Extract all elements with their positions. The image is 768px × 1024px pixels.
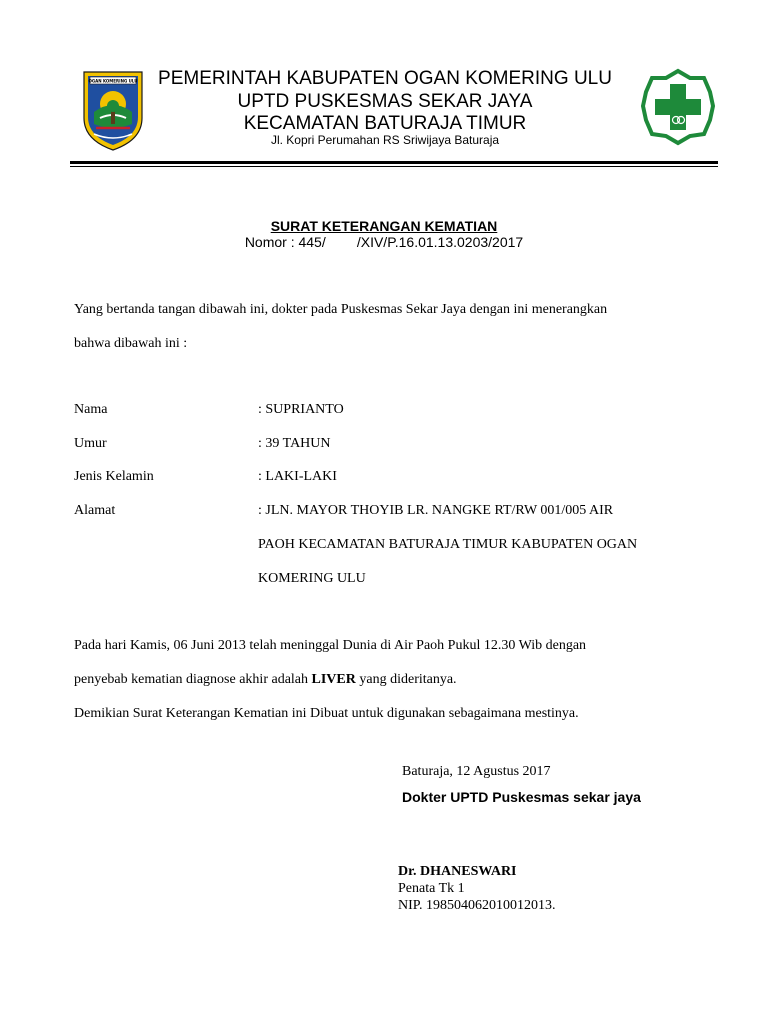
statement-line-2	[74, 672, 457, 688]
field-value-alamat-line-2: PAOH KECAMATAN BATURAJA TIMUR KABUPATEN OGAN	[258, 537, 638, 552]
field-value-jenis-kelamin: : LAKI-LAKI	[258, 469, 337, 484]
letterhead-district: KECAMATAN BATURAJA TIMUR	[243, 113, 527, 134]
statement-text-end: yang dideritanya.	[355, 672, 457, 687]
field-value-alamat-line-3: KOMERING ULU	[258, 571, 366, 586]
letterhead-address: Jl. Kopri Perumahan RS Sriwijaya Baturaja	[270, 133, 500, 147]
statement-text: penyebab kematian diagnose akhir adalah	[74, 672, 312, 687]
signature-place-date: Baturaja, 12 Agustus 2017	[402, 764, 551, 779]
diagnosis-bold: LIVER	[311, 672, 356, 687]
letterhead-institution: UPTD PUSKESMAS SEKAR JAYA	[237, 91, 533, 112]
intro-line-1: Yang bertanda tangan dibawah ini, dokter pada Puskesmas Sekar Jaya dengan ini menerangkan	[74, 302, 608, 317]
document-number: Nomor : 445/ /XIV/P.16.01.13.0203/2017	[244, 234, 524, 250]
field-value-umur: : 39 TAHUN	[258, 436, 331, 451]
puskesmas-cross-logo	[640, 68, 716, 146]
field-label-jenis-kelamin: Jenis Kelamin	[74, 469, 154, 484]
signatory-name: Dr. DHANESWARI	[398, 864, 517, 879]
intro-line-2: bahwa dibawah ini :	[74, 336, 188, 351]
signature-position: Dokter UPTD Puskesmas sekar jaya	[402, 789, 641, 805]
statement-line-3: Demikian Surat Keterangan Kematian ini Dibuat untuk digunakan sebagaimana mestinya.	[74, 706, 579, 721]
field-label-umur: Umur	[74, 436, 107, 451]
field-value-alamat-line-1: : JLN. MAYOR THOYIB LR. NANGKE RT/RW 001/005 AIR	[258, 503, 614, 518]
letterhead-government: PEMERINTAH KABUPATEN OGAN KOMERING ULU	[158, 68, 612, 89]
document-title-text: SURAT KETERANGAN KEMATIAN	[270, 218, 498, 234]
emblem-banner-text: OGAN KOMERING ULU	[88, 78, 138, 84]
field-label-nama: Nama	[74, 402, 108, 417]
field-value-nama: : SUPRIANTO	[258, 402, 344, 417]
letterhead-thick-rule	[70, 161, 718, 164]
signatory-nip: NIP. 198504062010012013.	[398, 898, 556, 913]
field-label-alamat: Alamat	[74, 503, 116, 518]
statement-line-1: Pada hari Kamis, 06 Juni 2013 telah meninggal Dunia di Air Paoh Pukul 12.30 Wib dengan	[74, 638, 587, 653]
document-title	[0, 218, 768, 234]
letterhead-thin-rule	[70, 166, 718, 167]
signatory-rank: Penata Tk 1	[398, 881, 465, 896]
